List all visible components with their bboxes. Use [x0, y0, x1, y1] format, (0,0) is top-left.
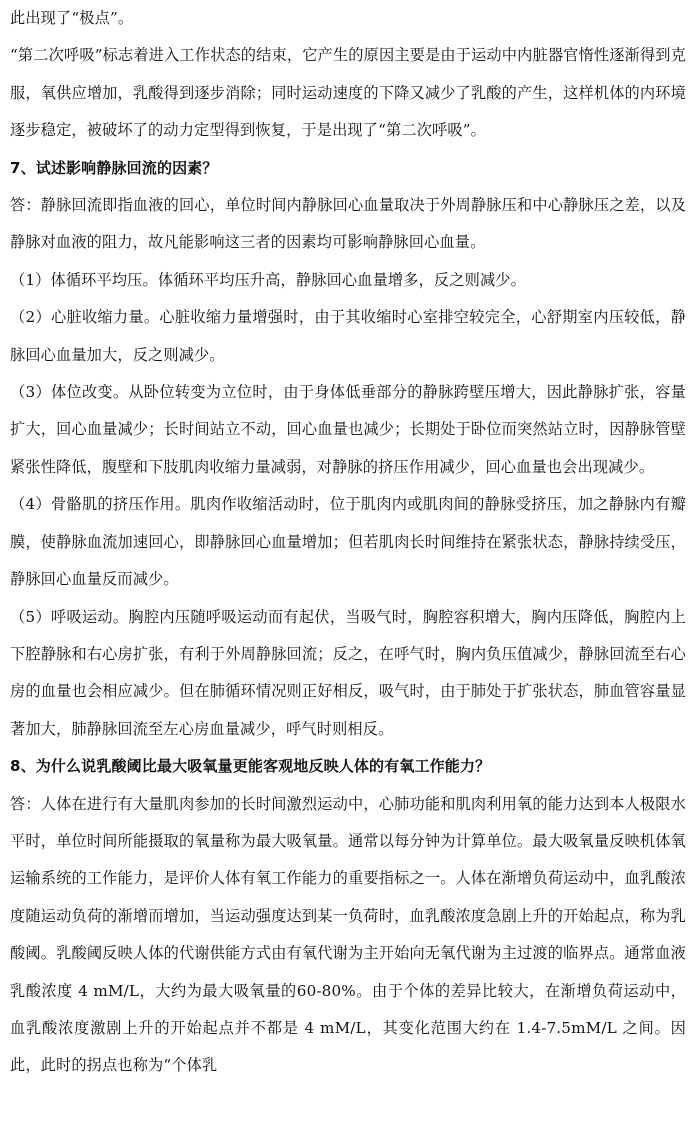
factor-1-mean-pressure: （1）体循环平均压。体循环平均压升高，静脉回心血量增多，反之则减少。 — [10, 270, 526, 289]
factor-5-respiration: （5）呼吸运动。胸腔内压随呼吸运动而有起伏，当吸气时，胸腔容积增大，胸内压降低，胸腔内上下腔静脉和右心房扩张，有利于外周静脉回流；反之，在呼气时，胸内负压值减少，静脉回流至右心房的血量也会相应减少。但在肺循环情况则正好相反，吸气时，由于肺处于扩张状态，肺血管容量显著加大，肺静脉回流至左心房血量减少，呼气时则相反。 — [10, 607, 686, 738]
factor-4-muscle-pump: （4）骨骼肌的挤压作用。肌肉作收缩活动时，位于肌肉内或肌肉间的静脉受挤压，加之静脉内有瓣膜，使静脉血流加速回心，即静脉回心血量增加；但若肌肉长时间维持在紧张状态，静脉持续受压，静脉回心血量反而减少。 — [10, 495, 686, 589]
factor-2-cardiac-contraction: （2）心脏收缩力量。心脏收缩力量增强时，由于其收缩时心室排空较完全，心舒期室内压较低，静脉回心血量加大，反之则减少。 — [10, 308, 686, 364]
answer-lactate-threshold: 答：人体在进行有大量肌肉参加的长时间激烈运动中，心肺功能和肌肉利用氧的能力达到本人极限水平时，单位时间所能摄取的氧量称为最大吸氧量。通常以每分钟为计算单位。最大吸氧量反映机体氧运输系统的工作能力，是评价人体有氧工作能力的重要指标之一。人体在渐增负荷运动中，血乳酸浓度随运动负荷的渐增而增加，当运动强度达到某一负荷时，血乳酸浓度急剧上升的开始起点，称为乳酸阈。乳酸阈反映人体的代谢供能方式由有氧代谢为主开始向无氧代谢为主过渡的临界点。通常血液乳酸浓度 4 mM/L，大约为最大吸氧量的60-80%。由于个体的差异比较大，在渐增负荷运动中，血乳酸浓度激剧上升的开始起点并不都是 4 mM/L，其变化范围大约在 1.4-7.5mM/L 之间。因此，此时的拐点也称为“个体乳 — [10, 794, 686, 1075]
factor-3-posture: （3）体位改变。从卧位转变为立位时，由于身体低垂部分的静脉跨壁压增大，因此静脉扩张，容量扩大，回心血量减少；长时间站立不动，回心血量也减少；长期处于卧位而突然站立时，因静脉管壁紧张性降低，腹壁和下肢肌肉收缩力量减弱，对静脉的挤压作用减少，回心血量也会出现减少。 — [10, 383, 686, 476]
document-page — [10, 0, 686, 1085]
paragraph-fragment-pole: 此出现了“极点”。 — [10, 9, 134, 27]
answer-venous-return-intro: 答：静脉回流即指血液的回心，单位时间内静脉回心血量取决于外周静脉压和中心静脉压之差，以及静脉对血液的阻力，故凡能影响这三者的因素均可影响静脉回心血量。 — [10, 196, 686, 252]
paragraph-second-wind: “第二次呼吸”标志着进入工作状态的结束，它产生的原因主要是由于运动中内脏器官惰性逐渐得到克服，氧供应增加，乳酸得到逐步消除；同时运动速度的下降又减少了乳酸的产生，这样机体的内环境逐步稳定，被破坏了的动力定型得到恢复，于是出现了“第二次呼吸”。 — [10, 46, 686, 140]
question-heading-7: 7、试述影响静脉回流的因素？ — [10, 158, 218, 177]
question-heading-8: 8、为什么说乳酸阈比最大吸氧量更能客观地反映人体的有氧工作能力？ — [10, 757, 491, 776]
